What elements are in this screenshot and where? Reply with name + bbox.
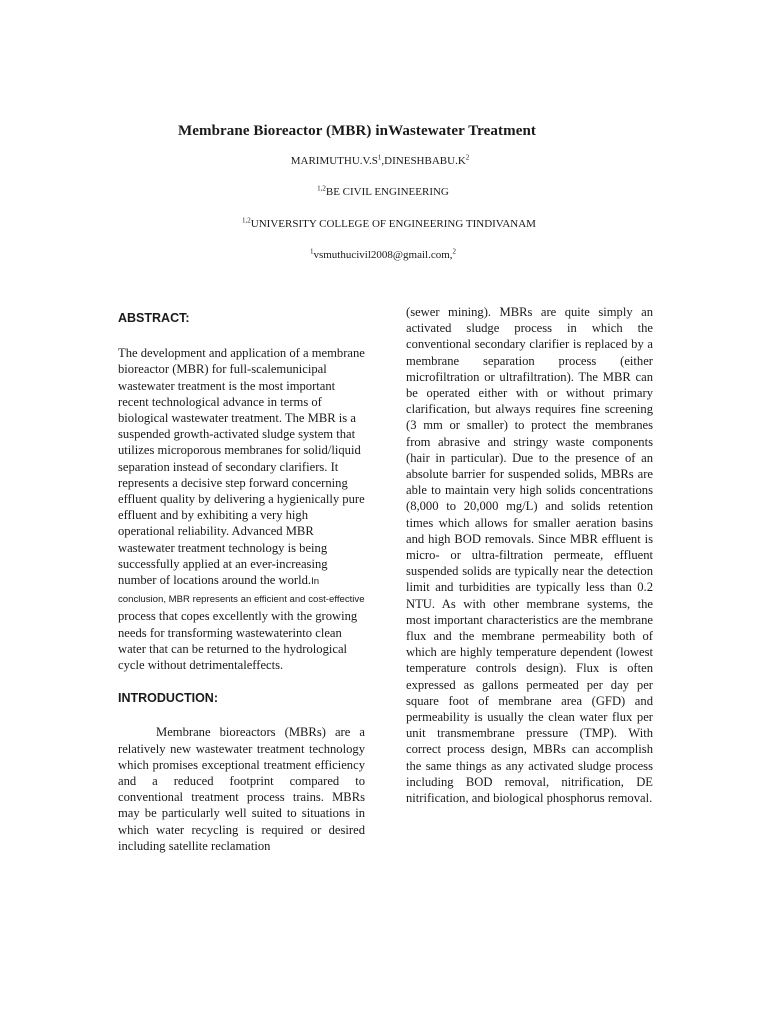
introduction-text: Membrane bioreactors (MBRs) are a relatively new wastewater treatment technology which promises exceptional treatment efficiency and a reduced footprint compared to conventional treatment process trains. MBRs may be particularly well suited to situations in which water recycling is required or desired including satellite reclamation [118, 725, 365, 853]
abstract-text-small: In conclusion, MBR represents an efficient and cost-effective [118, 576, 365, 606]
department-name: BE CIVIL ENGINEERING [325, 186, 449, 198]
left-column [118, 310, 365, 854]
department-affil: 1,2 [317, 184, 326, 193]
author-affil-2: 2 [465, 153, 470, 162]
author-name-1: MARIMUTHU.V.S [290, 155, 378, 167]
abstract-heading: ABSTRACT: [118, 311, 190, 325]
email-address: vsmuthucivil2008@gmail.com, [313, 249, 453, 261]
author-name-2: ,DINESHBABU.K [381, 155, 466, 167]
abstract-text [118, 345, 365, 673]
paper-title: Membrane Bioreactor (MBR) inWastewater Treatment [177, 123, 537, 139]
email-line [0, 249, 767, 261]
institution-name: UNIVERSITY COLLEGE OF ENGINEERING TINDIVANAM [250, 218, 536, 230]
abstract-text-part2: process that copes excellently with the growing needs for transforming wastewaterinto clean water that can be returned to the hydrological cycle without detrimentaleffects. [118, 609, 358, 673]
author-affil-1: 1 [377, 153, 382, 162]
introduction-heading: INTRODUCTION: [118, 691, 218, 706]
email-affil-1: 1 [309, 247, 314, 256]
institution-line [5, 218, 768, 230]
department-line [0, 186, 767, 198]
abstract-text-part1: The development and application of a membrane bioreactor (MBR) for full-scalemunicipal wastewater treatment is the most important recent technological advance in terms of biological wastewater treatment. The MBR is a suspended growth-activated sludge system that utilizes microporous membranes for solid/liquid separation instead of secondary clarifiers. It represents a decisive step forward concerning effluent quality by delivering a hygienically pure effluent and by exhibiting a very high operational reliability. Advanced MBR wastewater treatment technology is being successfully applied at an ever-increasing number of locations around the world. [118, 346, 365, 588]
author-line [0, 155, 764, 167]
right-column-text: (sewer mining). MBRs are quite simply an activated sludge process in which the conventional secondary clarifier is replaced by a membrane separation process (either microfiltration or ultrafiltration). The MBR can be operated either with or without primary clarification, but always requires fine screening (3 mm or smaller) to protect the membranes from abrasive and stringy waste components (hair in particular). Due to the presence of an absolute barrier for suspended solids, MBRs are able to maintain very high solids concentrations (8,000 to 20,000 mg/L) and solids retention times which allows for smaller aeration basins and high BOD removals. Since MBR effluent is micro- or ultra-filtration permeate, effluent suspended solids are typically near the detection limit and turbidities are typically less than 0.2 NTU. As with other membrane systems, the most important characteristics are the membrane flux and the membrane permeability both of which are highly temperature dependent (lowest temperature controls design). Flux is often expressed as gallons permeated per day per square foot of membrane area (GFD) and permeability is usually the clean water flux per unit transmembrane pressure (TMP). With correct process design, MBRs can accomplish the same things as any activated sludge process including BOD removal, nitrification, DE nitrification, and biological phosphorus removal. [406, 305, 653, 806]
institution-affil: 1,2 [242, 216, 251, 225]
right-column [406, 304, 653, 806]
email-affil-2: 2 [452, 247, 457, 256]
